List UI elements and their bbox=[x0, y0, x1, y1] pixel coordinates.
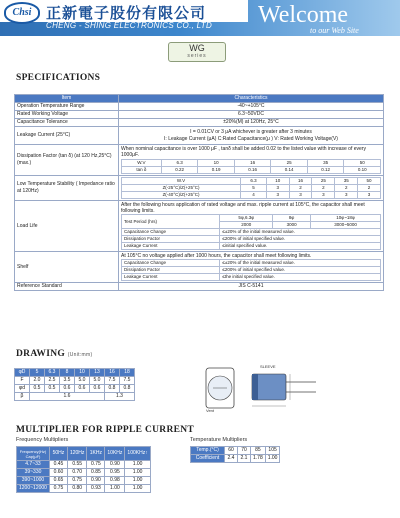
spec-value bbox=[119, 252, 384, 283]
multiplier-cell: 0.75 bbox=[87, 461, 105, 469]
tan-value: 0.12 bbox=[307, 167, 344, 174]
spec-col-characteristics: Characteristics bbox=[119, 95, 384, 103]
spec-value: 6.3~50VDC bbox=[119, 111, 384, 119]
limit-value: ≤±20% of the initial measured value. bbox=[220, 229, 381, 236]
wv-label: W.V bbox=[122, 178, 241, 185]
dim-header: 16 bbox=[105, 369, 120, 377]
capacitor-drawing bbox=[200, 364, 320, 414]
coef-cell: 2.1 bbox=[238, 455, 251, 463]
dim-cell: 0.5 bbox=[30, 385, 45, 393]
vent-label: Vent bbox=[206, 408, 215, 413]
series-badge bbox=[168, 42, 226, 62]
multiplier-cell: 1.00 bbox=[125, 461, 150, 469]
temperature-row bbox=[191, 447, 280, 455]
impedance-value: 3 bbox=[266, 185, 289, 192]
spec-item: Low Temperature Stability ( Impedance ratio at 120Hz) bbox=[15, 176, 119, 201]
dim-cell: 2.0 bbox=[30, 377, 45, 385]
leakage-legend: I: Leakage Current (μA) C:Rated Capacitance(μ ) V: Rated Working Voltage(V) bbox=[164, 135, 338, 142]
voltage-cell: 50 bbox=[358, 178, 381, 185]
spec-value: ±20%(M) at 120Hz, 25°C bbox=[119, 119, 384, 127]
frequency-multiplier-table bbox=[16, 446, 151, 493]
limit-label: Dissipation Factor bbox=[122, 236, 220, 243]
size-cell: 10φ~18φ bbox=[311, 215, 381, 222]
dissipation-table bbox=[121, 159, 381, 174]
multiplier-cell: 0.98 bbox=[105, 477, 125, 485]
multiplier-cell: 0.45 bbox=[49, 461, 67, 469]
limit-label: Capacitance Change bbox=[122, 229, 220, 236]
dim-cell: 1.3 bbox=[105, 393, 135, 401]
spec-row-dissipation bbox=[15, 145, 384, 176]
dimension-table bbox=[14, 368, 135, 401]
impedance-value: 2 bbox=[289, 185, 312, 192]
drawing-title bbox=[16, 349, 92, 359]
spec-item: Leakage Current (25°C) bbox=[15, 127, 119, 145]
multiplier-cell: 1.00 bbox=[125, 469, 150, 477]
tan-label: tan δ bbox=[122, 167, 162, 174]
impedance-value: 2 bbox=[312, 185, 335, 192]
tan-value: 0.19 bbox=[198, 167, 235, 174]
specifications-table bbox=[14, 94, 384, 291]
shelf-limits-table bbox=[121, 259, 381, 281]
spec-item: Rated Working Voltage bbox=[15, 111, 119, 119]
dim-header: 18 bbox=[120, 369, 135, 377]
spec-header-row bbox=[15, 95, 384, 103]
impedance-value: 2 bbox=[335, 185, 358, 192]
spec-row-lowtemp bbox=[15, 176, 384, 201]
cap-range: 39~330 bbox=[17, 469, 50, 477]
frequency-row bbox=[17, 461, 151, 469]
impedance-value: 4 bbox=[241, 192, 267, 199]
spec-item: Shelf bbox=[15, 252, 119, 283]
voltage-cell: 10 bbox=[198, 160, 235, 167]
multiplier-cell: 0.93 bbox=[87, 485, 105, 493]
voltage-cell: 25 bbox=[312, 178, 335, 185]
coef-cell: 1.00 bbox=[265, 455, 280, 463]
tan-value: 0.22 bbox=[161, 167, 198, 174]
frequency-corner-top: Frequency(Hz) bbox=[19, 448, 47, 454]
spec-value bbox=[119, 176, 384, 201]
dimension-row bbox=[15, 385, 135, 393]
dim-label: F bbox=[15, 377, 30, 385]
series-name: WG bbox=[189, 43, 205, 53]
loadlife-intro: After the following hours application of rated voltage and max. ripple current at 105°C, the capacitor shall meet following limits. bbox=[121, 202, 365, 214]
frequency-row bbox=[17, 485, 151, 493]
dim-cell: 0.5 bbox=[45, 385, 60, 393]
spec-value bbox=[119, 127, 384, 145]
coef-cell: 2.4 bbox=[225, 455, 238, 463]
limit-value: ≤initial specified value. bbox=[220, 243, 381, 250]
multiplier-cell: 0.80 bbox=[67, 485, 86, 493]
company-name-english: CHENG - SHING ELECTRONICS CO., LTD bbox=[46, 21, 213, 30]
period-label: Test Period (hrs) bbox=[122, 215, 220, 229]
temp-cell: 85 bbox=[251, 447, 266, 455]
impedance-value: 3 bbox=[266, 192, 289, 199]
spec-row-reference bbox=[15, 283, 384, 291]
web-site-tagline: to our Web Site bbox=[310, 26, 359, 35]
tan-value: 0.10 bbox=[344, 167, 381, 174]
dimension-header-row bbox=[15, 369, 135, 377]
hours-cell: 3000~5000 bbox=[311, 222, 381, 229]
frequency-multipliers-title: Frequency Multipliers bbox=[16, 437, 69, 443]
tan-value: 0.16 bbox=[234, 167, 271, 174]
multiplier-cell: 0.55 bbox=[67, 461, 86, 469]
voltage-cell: 16 bbox=[234, 160, 271, 167]
welcome-banner: Welcome bbox=[258, 2, 349, 28]
coefficient-row bbox=[191, 455, 280, 463]
sleeve-label: SLEEVE bbox=[260, 364, 276, 369]
dim-cell: 3.5 bbox=[60, 377, 75, 385]
limit-value: ≤200% of initial specified value. bbox=[220, 236, 381, 243]
multiplier-cell: 1.00 bbox=[105, 485, 125, 493]
lowtemp-table bbox=[121, 177, 381, 199]
limit-value: ≤±20% of the initial measured value. bbox=[220, 260, 381, 267]
limit-label: Leakage Current bbox=[122, 274, 220, 281]
dim-cell: 0.6 bbox=[60, 385, 75, 393]
size-cell: 5φ,6.3φ bbox=[220, 215, 273, 222]
cap-range: 390~1000 bbox=[17, 477, 50, 485]
loadlife-period-table bbox=[121, 214, 381, 250]
dim-cell: 7.5 bbox=[120, 377, 135, 385]
multiplier-cell: 1.00 bbox=[125, 485, 150, 493]
hours-cell: 3000 bbox=[273, 222, 311, 229]
dim-label: φd bbox=[15, 385, 30, 393]
spec-item: Reference Standard bbox=[15, 283, 119, 291]
frequency-corner-bottom: Cap(μF) bbox=[25, 453, 41, 459]
temperature-multipliers-title: Temperature Multipliers bbox=[190, 437, 248, 443]
spec-row-leakage bbox=[15, 127, 384, 145]
temp-cell: 70 bbox=[238, 447, 251, 455]
drawing-unit: (Unit:mm) bbox=[67, 352, 93, 358]
spec-value bbox=[119, 201, 384, 252]
coef-cell: 1.78 bbox=[251, 455, 266, 463]
impedance-value: 3 bbox=[289, 192, 312, 199]
wv-label: W.V bbox=[122, 160, 162, 167]
dissipation-note: When nominal capacitance is over 1000 μF , tanδ shall be added 0.02 to the listed value with increase of every 1000μF. bbox=[121, 146, 366, 158]
dim-label: β bbox=[15, 393, 30, 401]
impedance-value: 5 bbox=[241, 185, 267, 192]
page-header bbox=[0, 0, 400, 36]
dim-cell: 2.5 bbox=[45, 377, 60, 385]
dim-header: 6.3 bbox=[45, 369, 60, 377]
impedance-label: Z(-40°C)/Z(+25°C) bbox=[122, 192, 241, 199]
frequency-header: 1KHz bbox=[87, 447, 105, 461]
spec-item: Capacitance Tolerance bbox=[15, 119, 119, 127]
impedance-value: 2 bbox=[358, 185, 381, 192]
limit-value: ≤200% of initial specified value. bbox=[220, 267, 381, 274]
company-name-chinese: 正新電子股份有限公司 bbox=[46, 4, 207, 22]
spec-row-voltage bbox=[15, 111, 384, 119]
spec-row-temperature bbox=[15, 103, 384, 111]
multiplier-cell: 0.75 bbox=[49, 485, 67, 493]
temperature-multiplier-table bbox=[190, 446, 280, 463]
dim-cell: 7.5 bbox=[105, 377, 120, 385]
spec-item: Dissipation Factor (tan δ) (at 120 Hz,25°C)(max.) bbox=[15, 145, 119, 176]
spec-value bbox=[119, 145, 384, 176]
frequency-row bbox=[17, 477, 151, 485]
impedance-value: 3 bbox=[335, 192, 358, 199]
spec-row-loadlife bbox=[15, 201, 384, 252]
spec-item: Load Life bbox=[15, 201, 119, 252]
series-label: series bbox=[187, 53, 207, 59]
temp-cell: 60 bbox=[225, 447, 238, 455]
dimension-row bbox=[15, 377, 135, 385]
limit-value: ≤the initial specified value. bbox=[220, 274, 381, 281]
cap-range: 1200~12000 bbox=[17, 485, 50, 493]
frequency-header: 10KHz bbox=[105, 447, 125, 461]
voltage-cell: 16 bbox=[289, 178, 312, 185]
frequency-corner bbox=[17, 447, 50, 461]
dim-header: 10 bbox=[75, 369, 90, 377]
limit-label: Dissipation Factor bbox=[122, 267, 220, 274]
voltage-cell: 50 bbox=[344, 160, 381, 167]
spec-value: -40~+105°C bbox=[119, 103, 384, 111]
voltage-cell: 6.3 bbox=[161, 160, 198, 167]
frequency-header: 50Hz bbox=[49, 447, 67, 461]
limit-label: Capacitance Change bbox=[122, 260, 220, 267]
spec-col-item: Item bbox=[15, 95, 119, 103]
voltage-cell: 35 bbox=[307, 160, 344, 167]
impedance-label: Z(-25°C)/Z(+25°C) bbox=[122, 185, 241, 192]
leakage-formula: I = 0.01CV or 3 μA whichever is greater after 3 minutes bbox=[190, 128, 312, 135]
cap-range: 4.7~33 bbox=[17, 461, 50, 469]
impedance-value: 3 bbox=[312, 192, 335, 199]
frequency-header: 120Hz bbox=[67, 447, 86, 461]
hours-cell: 2000 bbox=[220, 222, 273, 229]
multiplier-cell: 0.65 bbox=[49, 477, 67, 485]
ripple-title: MULTIPLIER FOR RIPPLE CURRENT bbox=[16, 425, 195, 435]
dim-header: 13 bbox=[90, 369, 105, 377]
dim-cell: 0.8 bbox=[105, 385, 120, 393]
dimension-row bbox=[15, 393, 135, 401]
shelf-intro: At 105°C no voltage applied after 1000 hours, the capacitor shall meet following limits. bbox=[121, 253, 312, 259]
multiplier-cell: 1.00 bbox=[125, 477, 150, 485]
multiplier-cell: 0.70 bbox=[67, 469, 86, 477]
frequency-header: 100KHz↑ bbox=[125, 447, 150, 461]
multiplier-cell: 0.90 bbox=[105, 461, 125, 469]
multiplier-cell: 0.85 bbox=[87, 469, 105, 477]
drawing-title-text: DRAWING bbox=[16, 349, 66, 359]
temp-cell: 105 bbox=[265, 447, 280, 455]
temp-label: Temp.(°C) bbox=[191, 447, 225, 455]
coef-label: Coefficient bbox=[191, 455, 225, 463]
spec-item: Operation Temperature Range bbox=[15, 103, 119, 111]
voltage-cell: 35 bbox=[335, 178, 358, 185]
multiplier-cell: 0.90 bbox=[87, 477, 105, 485]
multiplier-cell: 0.95 bbox=[105, 469, 125, 477]
dim-cell: 0.6 bbox=[75, 385, 90, 393]
dim-cell: 1.6 bbox=[30, 393, 105, 401]
dim-header: φD bbox=[15, 369, 30, 377]
voltage-cell: 6.3 bbox=[241, 178, 267, 185]
dim-cell: 0.6 bbox=[90, 385, 105, 393]
spec-value: JIS C-5141 bbox=[119, 283, 384, 291]
limit-label: Leakage Current bbox=[122, 243, 220, 250]
tan-value: 0.14 bbox=[271, 167, 308, 174]
voltage-cell: 25 bbox=[271, 160, 308, 167]
dim-cell: 5.0 bbox=[90, 377, 105, 385]
frequency-header-row bbox=[17, 447, 151, 461]
multiplier-cell: 0.75 bbox=[67, 477, 86, 485]
multiplier-cell: 0.60 bbox=[49, 469, 67, 477]
impedance-value: 3 bbox=[358, 192, 381, 199]
voltage-cell: 10 bbox=[266, 178, 289, 185]
spec-row-shelf bbox=[15, 252, 384, 283]
dim-header: 8 bbox=[60, 369, 75, 377]
specifications-title: SPECIFICATIONS bbox=[16, 73, 101, 83]
sleeve-stripe bbox=[252, 374, 258, 400]
company-logo: Chsi bbox=[4, 2, 40, 24]
spec-row-tolerance bbox=[15, 119, 384, 127]
dim-header: 5 bbox=[30, 369, 45, 377]
dim-cell: 0.8 bbox=[120, 385, 135, 393]
frequency-row bbox=[17, 469, 151, 477]
size-cell: 8φ bbox=[273, 215, 311, 222]
dim-cell: 5.0 bbox=[75, 377, 90, 385]
